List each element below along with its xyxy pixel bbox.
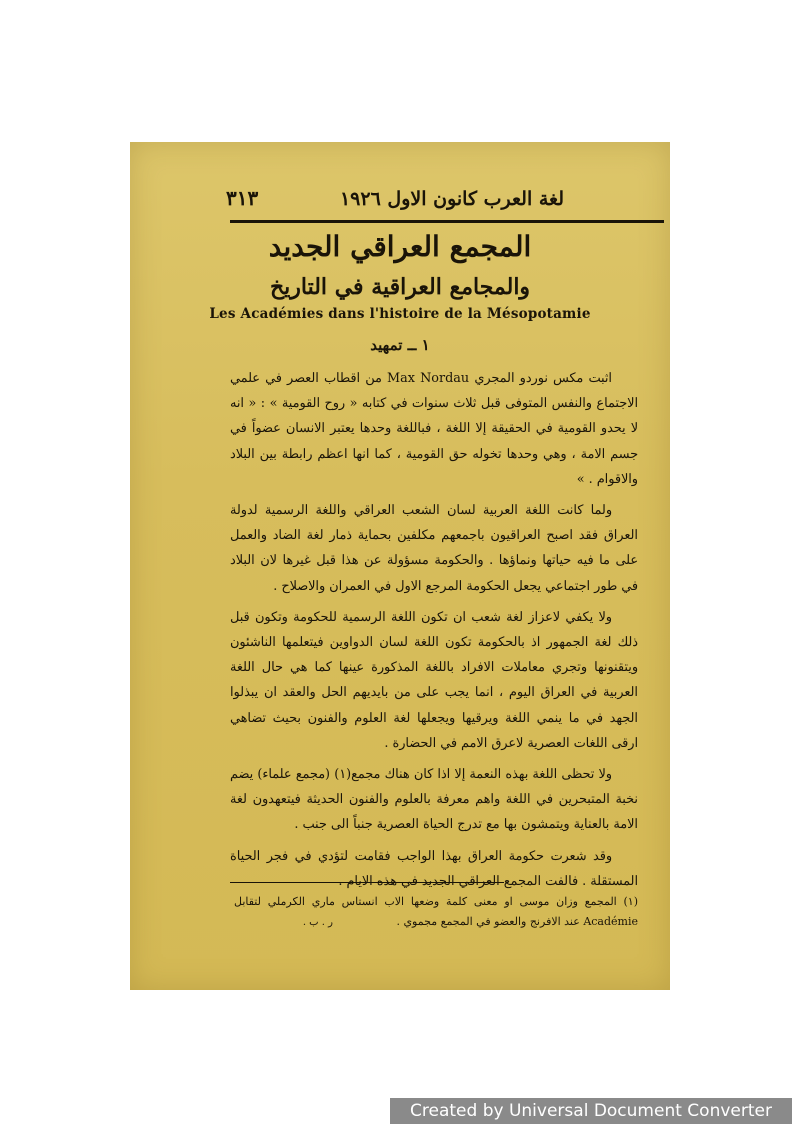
paragraph-3: ولا يكفي لاعزاز لغة شعب ان تكون اللغة الرسمية للحكومة وتكون قبل ذلك لغة الجمهور اذ بالحكومة تكون اللغة لسان الدواوين فيتعلمها الناشئون ويتقنونها وتجري معاملات الافراد باللغة المذكورة عينها كما هي حال اللغة العربية في العراق اليوم ، انما يجب على من بايديهم الحل والعقد ان يبذلوا الجهد في ما ينمي اللغة ويرقيها ويجعلها لغة العلوم والفنون بحيث تضاهي ارقى اللغات العصرية لاعرق الامم في الحضارة . (230, 609, 638, 751)
footnote-signature: ر . ب . (302, 917, 333, 928)
paragraph-1: اثبت مكس نوردو المجري Max Nordau من اقطاب العصر في علمي الاجتماع والنفس المتوفى قبل ثلاث سنوات في كتابه « روح القومية » : « انه لا يحدو القومية في الحقيقة إلا اللغة ، فباللغة وحدها يعتبر الانسان عضواً في جسم الامة ، وهي وحدها تخوله حق القومية ، كما انها اعظم رابطة بين البلاد والاقوام . » (230, 371, 638, 487)
paragraph-5: وقد شعرت حكومة العراق بهذا الواجب فقامت لتؤدي في فجر الحياة المستقلة . فالفت المجمع العراقي الجديد في هذه الايام . (230, 848, 638, 889)
scanned-page (130, 142, 670, 990)
footnote-rule (230, 882, 504, 883)
article-subtitle: والمجامع العراقية في التاريخ (269, 274, 531, 300)
running-head (226, 186, 564, 210)
page-number: ٣١٣ (226, 186, 259, 210)
section-heading: ١ ــ تمهيد (370, 336, 430, 354)
paragraph-2: ولما كانت اللغة العربية لسان الشعب العراقي واللغة الرسمية لدولة العراق فقد اصبح العراقيون باجمعهم مكلفين بحماية ذمار لغة الضاد والعمل على ما فيه حياتها ونماؤها . والحكومة مسؤولة عن هذا قبل غيرها لان البلاد في طور اجتماعي يجعل الحكومة المرجع الاول في العمران والاصلاح . (230, 503, 638, 594)
article-title: المجمع العراقي الجديد (268, 230, 532, 263)
paragraph-4: ولا تحظى اللغة بهذه النعمة إلا اذا كان هناك مجمع(١) (مجمع علماء) يضم نخبة المتبحرين في اللغة واهم معرفة بالعلوم والفنون الحديثة فيتعهدون لغة الامة بالعناية ويتمشون بها مع تدرج الحياة العصرية جنباً الى جنب . (230, 767, 638, 833)
running-head-title: لغة العرب كانون الاول ١٩٢٦ (339, 188, 564, 210)
footnote-text: (١) المجمع وزان موسى او معنى كلمة وضعها الاب انستاس ماري الكرملي لتقابل Académie عند الافرنج والعضو في المجمع مجموي . (234, 895, 638, 928)
article-body (230, 366, 638, 900)
french-subtitle: Les Académies dans l'histoire de la Mésopotamie (209, 306, 591, 322)
header-rule (230, 220, 664, 223)
converter-watermark: Created by Universal Document Converter (390, 1098, 792, 1124)
footnote (234, 892, 638, 933)
